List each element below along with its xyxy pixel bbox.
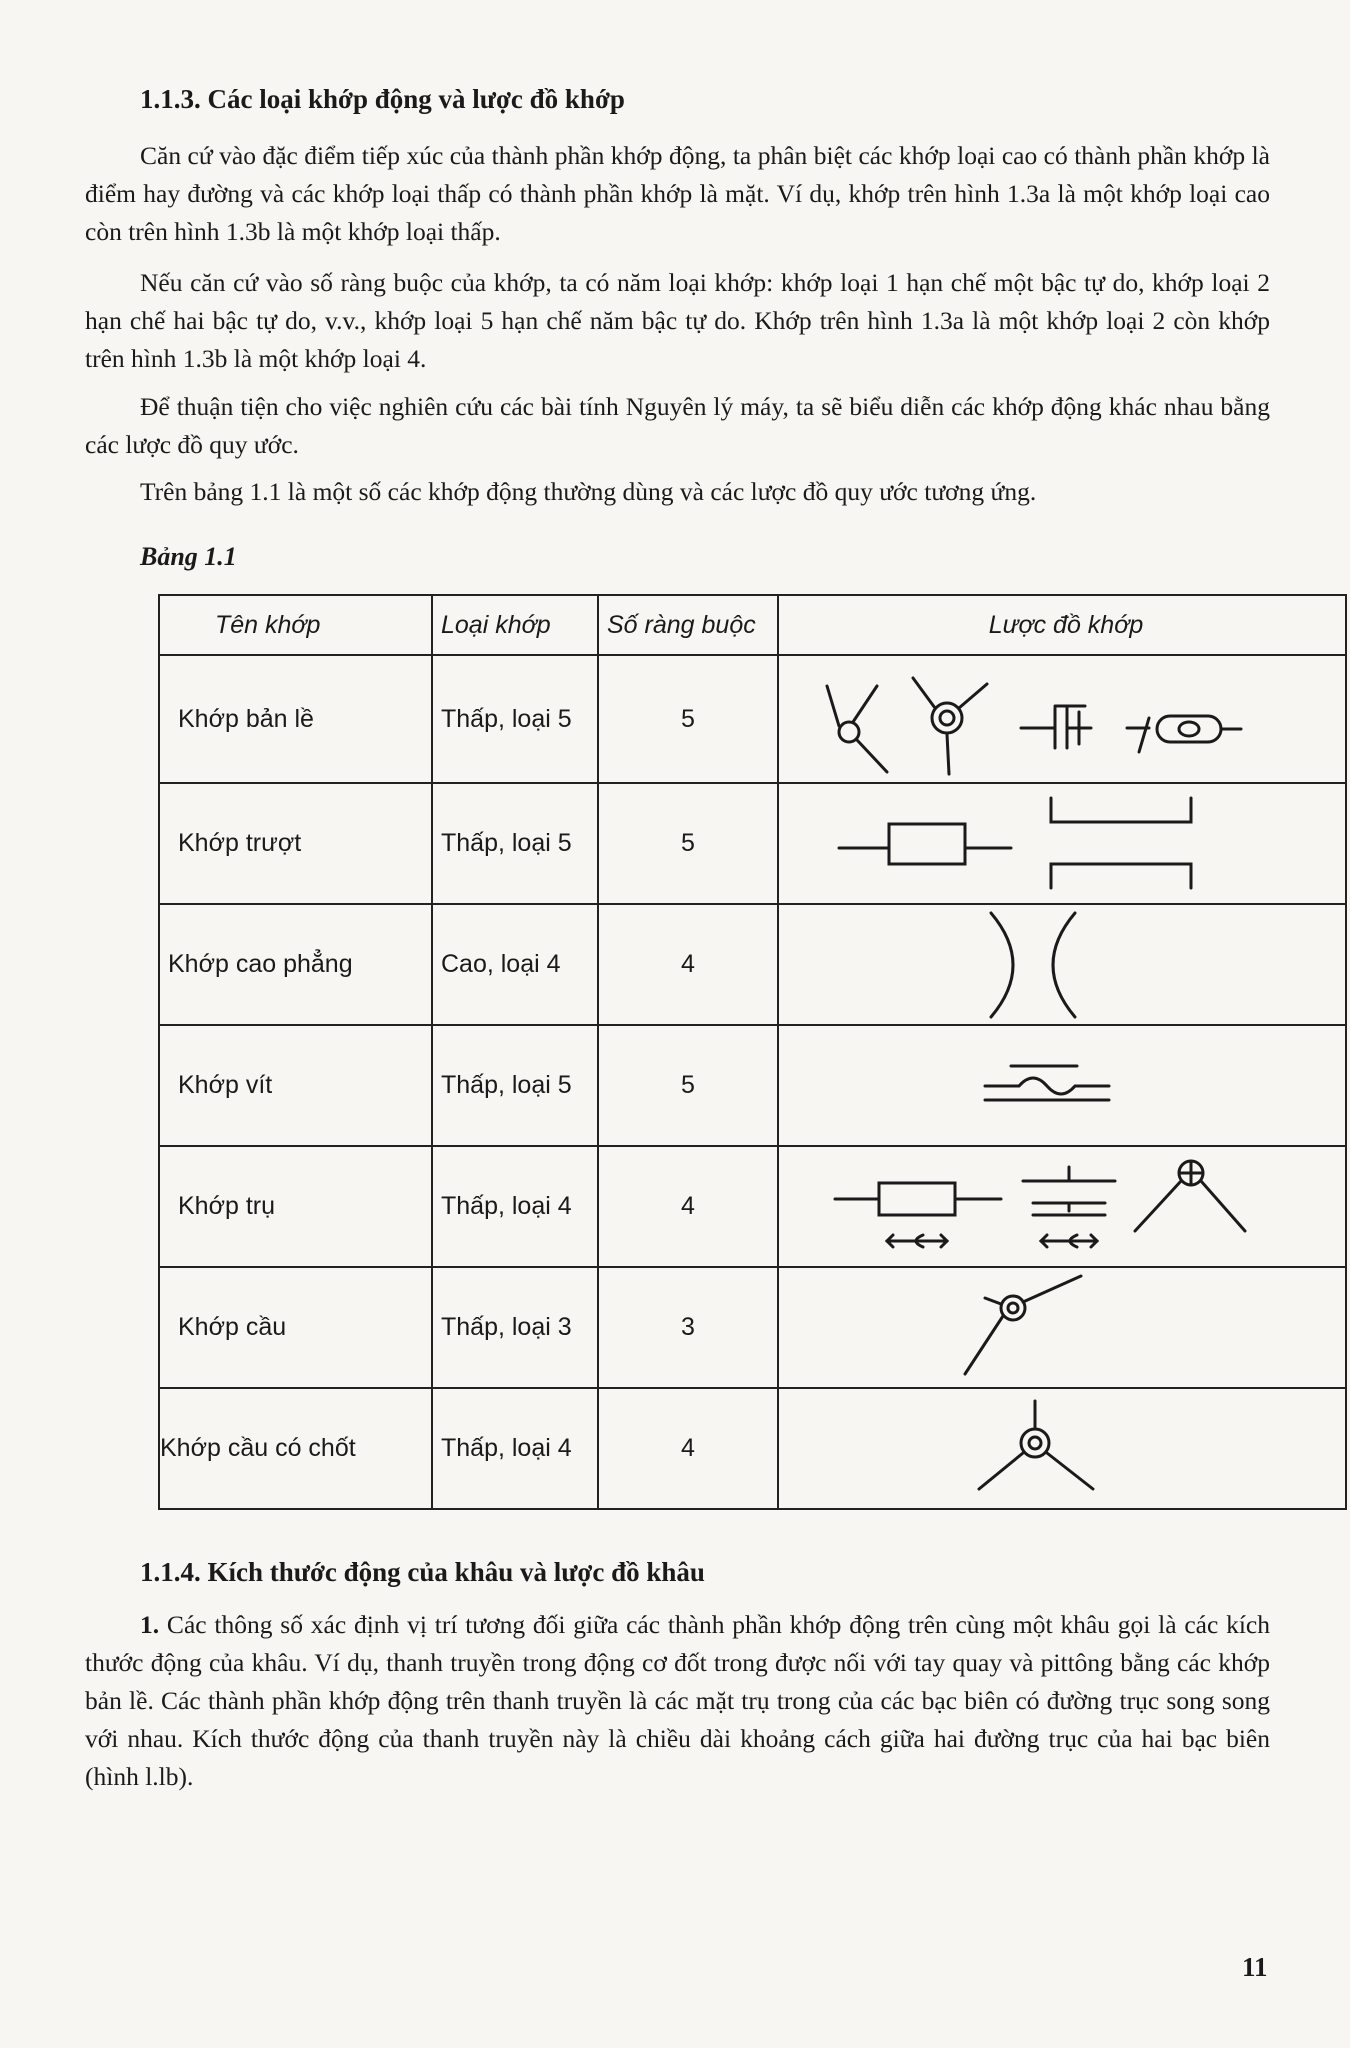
- header-constraints: Số ràng buộc: [598, 595, 778, 655]
- row-name: Khớp cao phẳng: [159, 904, 432, 1025]
- row-type: Thấp, loại 4: [432, 1388, 598, 1509]
- row-constraints: 5: [598, 1025, 778, 1146]
- paragraph-1: Căn cứ vào đặc điểm tiếp xúc của thành phần khớp động, ta phân biệt các khớp loại cao có thành phần khớp là điểm hay đường và các khớp loại thấp có thành phần khớp là mặt. Ví dụ, khớp trên hình 1.3a là một khớp loại cao còn trên hình 1.3b là một khớp loại thấp.: [85, 141, 1270, 246]
- cylindrical-joint-icon: [778, 1146, 1346, 1267]
- paragraph-5-lead: 1.: [140, 1610, 160, 1639]
- row-type: Cao, loại 4: [432, 904, 598, 1025]
- prismatic-joint-icon: [778, 783, 1346, 904]
- paragraph-2: Nếu căn cứ vào số ràng buộc của khớp, ta có năm loại khớp: khớp loại 1 hạn chế một bậc tự do, khớp loại 2 hạn chế hai bậc tự do, v.v., khớp loại 5 hạn chế năm bậc tự do. Khớp trên hình 1.3a là một khớp loại 2 còn khớp trên hình 1.3b là một khớp loại 4.: [85, 268, 1270, 373]
- row-name: Khớp cầu: [159, 1267, 432, 1388]
- row-name: Khớp trụ: [159, 1146, 432, 1267]
- row-name: Khớp vít: [159, 1025, 432, 1146]
- header-name: Tên khớp: [159, 595, 432, 655]
- page-number: 11: [1242, 1952, 1268, 1982]
- table-header-row: [159, 595, 1346, 655]
- row-type: Thấp, loại 4: [432, 1146, 598, 1267]
- pinned-spherical-joint-icon: [778, 1388, 1346, 1509]
- row-constraints: 5: [598, 655, 778, 783]
- row-constraints: 4: [598, 1388, 778, 1509]
- screw-joint-icon: [778, 1025, 1346, 1146]
- table-row: [159, 655, 1346, 783]
- header-diagram: Lược đồ khớp: [778, 595, 1346, 655]
- row-name: Khớp trượt: [159, 783, 432, 904]
- table-row: [159, 783, 1346, 904]
- table-row: [159, 1388, 1346, 1509]
- header-type: Loại khớp: [432, 595, 598, 655]
- table-row: [159, 1146, 1346, 1267]
- row-type: Thấp, loại 5: [432, 655, 598, 783]
- section-heading-114: 1.1.4. Kích thước động của khâu và lược đồ khâu: [140, 1557, 705, 1587]
- table-row: [159, 904, 1346, 1025]
- joint-table: [158, 594, 1347, 1510]
- row-constraints: 3: [598, 1267, 778, 1388]
- row-type: Thấp, loại 5: [432, 783, 598, 904]
- paragraph-5-body: Các thông số xác định vị trí tương đối giữa các thành phần khớp động trên cùng một khâu gọi là các kích thước động của khâu. Ví dụ, thanh truyền trong động cơ đốt trong được nối với tay quay và pittông bằng các khớp bản lề. Các thành phần khớp động trên thanh truyền là các mặt trụ trong của các bạc biên có đường trục song song với nhau. Kích thước động của thanh truyền này là chiều dài khoảng cách giữa hai đường trục của hai bạc biên (hình l.lb).: [85, 1610, 1270, 1791]
- paragraph-3: Để thuận tiện cho việc nghiên cứu các bài tính Nguyên lý máy, ta sẽ biểu diễn các khớp động khác nhau bằng các lược đồ quy ước.: [85, 392, 1270, 459]
- table-row: [159, 1025, 1346, 1146]
- row-name: Khớp cầu có chốt: [159, 1388, 432, 1509]
- paragraph-5: [85, 1606, 1270, 1796]
- planar-higher-pair-icon: [778, 904, 1346, 1025]
- row-constraints: 4: [598, 904, 778, 1025]
- row-type: Thấp, loại 5: [432, 1025, 598, 1146]
- table-caption: Bảng 1.1: [140, 542, 237, 571]
- spherical-joint-icon: [778, 1267, 1346, 1388]
- section-heading-113: 1.1.3. Các loại khớp động và lược đồ khớp: [140, 84, 625, 114]
- row-constraints: 5: [598, 783, 778, 904]
- row-name: Khớp bản lề: [159, 655, 432, 783]
- table-row: [159, 1267, 1346, 1388]
- revolute-joint-icon: [778, 655, 1346, 783]
- paragraph-4: Trên bảng 1.1 là một số các khớp động thường dùng và các lược đồ quy ước tương ứng.: [140, 477, 1037, 506]
- row-constraints: 4: [598, 1146, 778, 1267]
- row-type: Thấp, loại 3: [432, 1267, 598, 1388]
